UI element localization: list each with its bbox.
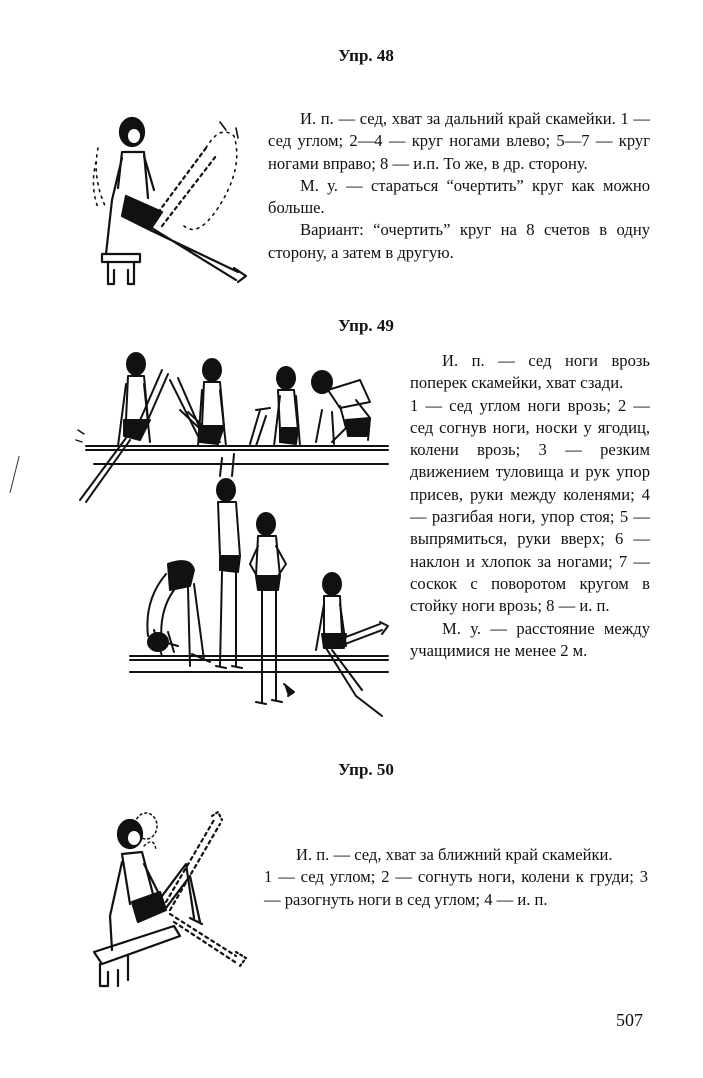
exercise-50-paragraph: 1 — сед углом; 2 — согнуть ноги, колени к груди; 3 — разогнуть ноги в сед углом; 4 — и. п. bbox=[264, 867, 648, 909]
exercise-48-text bbox=[268, 108, 650, 264]
exercise-50-paragraph: И. п. — сед, хват за ближний край скамейки. bbox=[296, 845, 613, 864]
exercise-49-paragraph: И. п. — сед ноги врозь поперек скамейки, хват сзади. bbox=[410, 351, 650, 393]
exercise-50-title: Упр. 50 bbox=[338, 760, 394, 779]
exercise-49-paragraph: М. у. — расстояние между учащимися не менее 2 м. bbox=[410, 618, 650, 660]
margin-mark bbox=[9, 456, 23, 494]
exercise-49-illustration bbox=[70, 350, 400, 720]
exercise-48-title: Упр. 48 bbox=[338, 46, 394, 65]
exercise-48-paragraph: И. п. — сед, хват за дальний край скамейки. 1 — сед углом; 2—4 — круг ногами влево; 5—7 — круг ногами вправо; 8 — и.п. То же, в др. сторону. bbox=[268, 109, 650, 173]
page-number: 507 bbox=[616, 1010, 643, 1030]
exercise-48-illustration bbox=[88, 108, 256, 290]
exercise-49-paragraph: 1 — сед углом ноги врозь; 2 — сед согнув ноги, носки у ягодиц, колени врозь; 3 — резким движением туловища и рук упор присев, руки между коленями; 4 — разгибая ноги, упор стоя; 5 — выпрямиться, руки вверх; 6 — наклон и хлопок за ногами; 7 — соскок с поворотом кругом в стойку ноги врозь; 8 — и. п. bbox=[410, 395, 650, 616]
exercise-50-text bbox=[264, 844, 648, 911]
exercise-49-text bbox=[410, 350, 650, 662]
exercise-49-title: Упр. 49 bbox=[338, 316, 394, 335]
exercise-48-paragraph: М. у. — стараться “очертить” круг как можно больше. bbox=[268, 175, 650, 218]
exercise-48-paragraph: Вариант: “очертить” круг на 8 счетов в одну сторону, а затем в другую. bbox=[268, 220, 650, 262]
exercise-50-illustration bbox=[90, 806, 250, 990]
